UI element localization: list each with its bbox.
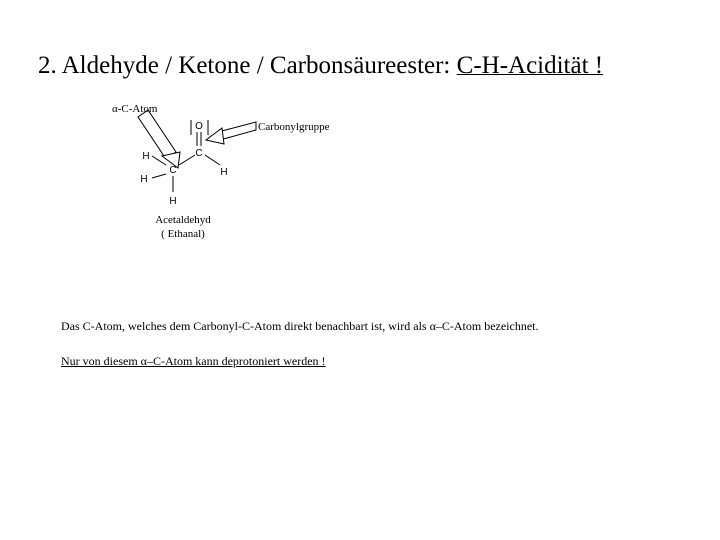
carbonyl-arrow — [206, 122, 256, 144]
acetaldehyde-structure-diagram — [100, 92, 360, 252]
alpha-carbon-definition: Das C-Atom, welches dem Carbonyl-C-Atom direkt benachbart ist, wird als α–C-Atom bezeichnet. — [61, 319, 539, 333]
molecule-alt-name-caption: ( Ethanal) — [161, 228, 205, 240]
alpha-carbon-label: α-C-Atom — [112, 103, 158, 115]
title-prefix: 2. Aldehyde / Ketone / Carbonsäureester: — [38, 52, 457, 79]
hydrogen-bottom-atom: H — [169, 196, 177, 207]
title-underlined: C-H-Acidität ! — [456, 52, 604, 79]
deprotonation-note: Nur von diesem α–C-Atom kann deprotoniert werden ! — [61, 354, 326, 368]
hydrogen-left-atom: H — [140, 174, 148, 185]
oxygen-atom: O — [195, 121, 203, 132]
carbonyl-carbon-atom: C — [195, 148, 203, 159]
slide-title — [38, 52, 603, 80]
alpha-carbon-atom: C — [169, 165, 177, 176]
aldehyde-hydrogen-atom: H — [220, 167, 228, 178]
hydrogen-upper-left-atom: H — [142, 151, 150, 162]
molecule-name-caption: Acetaldehyd — [155, 214, 211, 226]
carbonyl-group-label: Carbonylgruppe — [258, 121, 330, 133]
